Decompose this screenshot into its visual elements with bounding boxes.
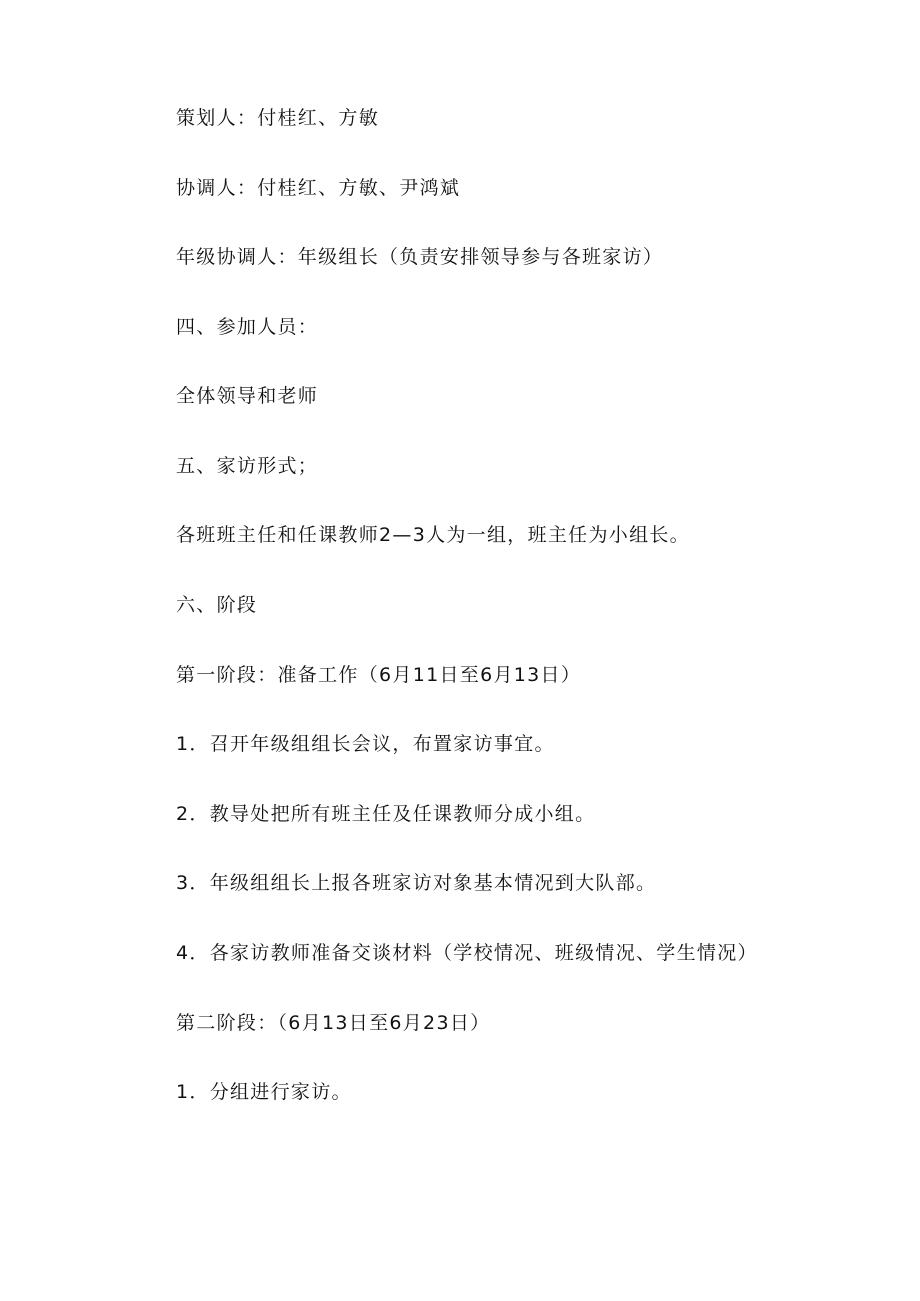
stage-one-item: 4．各家访教师准备交谈材料（学校情况、班级情况、学生情况） bbox=[176, 942, 758, 964]
stage-one-heading: 第一阶段：准备工作（6月11日至6月13日） bbox=[176, 664, 582, 686]
section-heading-format: 五、家访形式； bbox=[176, 455, 319, 477]
participants-line: 全体领导和老师 bbox=[176, 385, 319, 407]
stage-one-item: 1．召开年级组组长会议，布置家访事宜。 bbox=[176, 733, 555, 755]
stage-two-heading: 第二阶段：（6月13日至6月23日） bbox=[176, 1012, 491, 1034]
stage-one-item: 3．年级组组长上报各班家访对象基本情况到大队部。 bbox=[176, 872, 657, 894]
section-heading-participants: 四、参加人员： bbox=[176, 316, 319, 338]
stage-one-item: 2．教导处把所有班主任及任课教师分成小组。 bbox=[176, 803, 596, 825]
planner-line: 策划人：付桂红、方敏 bbox=[176, 107, 380, 129]
format-line: 各班班主任和任课教师2—3人为一组，班主任为小组长。 bbox=[176, 524, 690, 546]
stage-two-item: 1．分组进行家访。 bbox=[176, 1081, 352, 1103]
section-heading-stages: 六、阶段 bbox=[176, 594, 258, 616]
coordinator-line: 协调人：付桂红、方敏、尹鸿斌 bbox=[176, 177, 461, 199]
grade-coordinator-line: 年级协调人：年级组长（负责安排领导参与各班家访） bbox=[176, 246, 664, 268]
